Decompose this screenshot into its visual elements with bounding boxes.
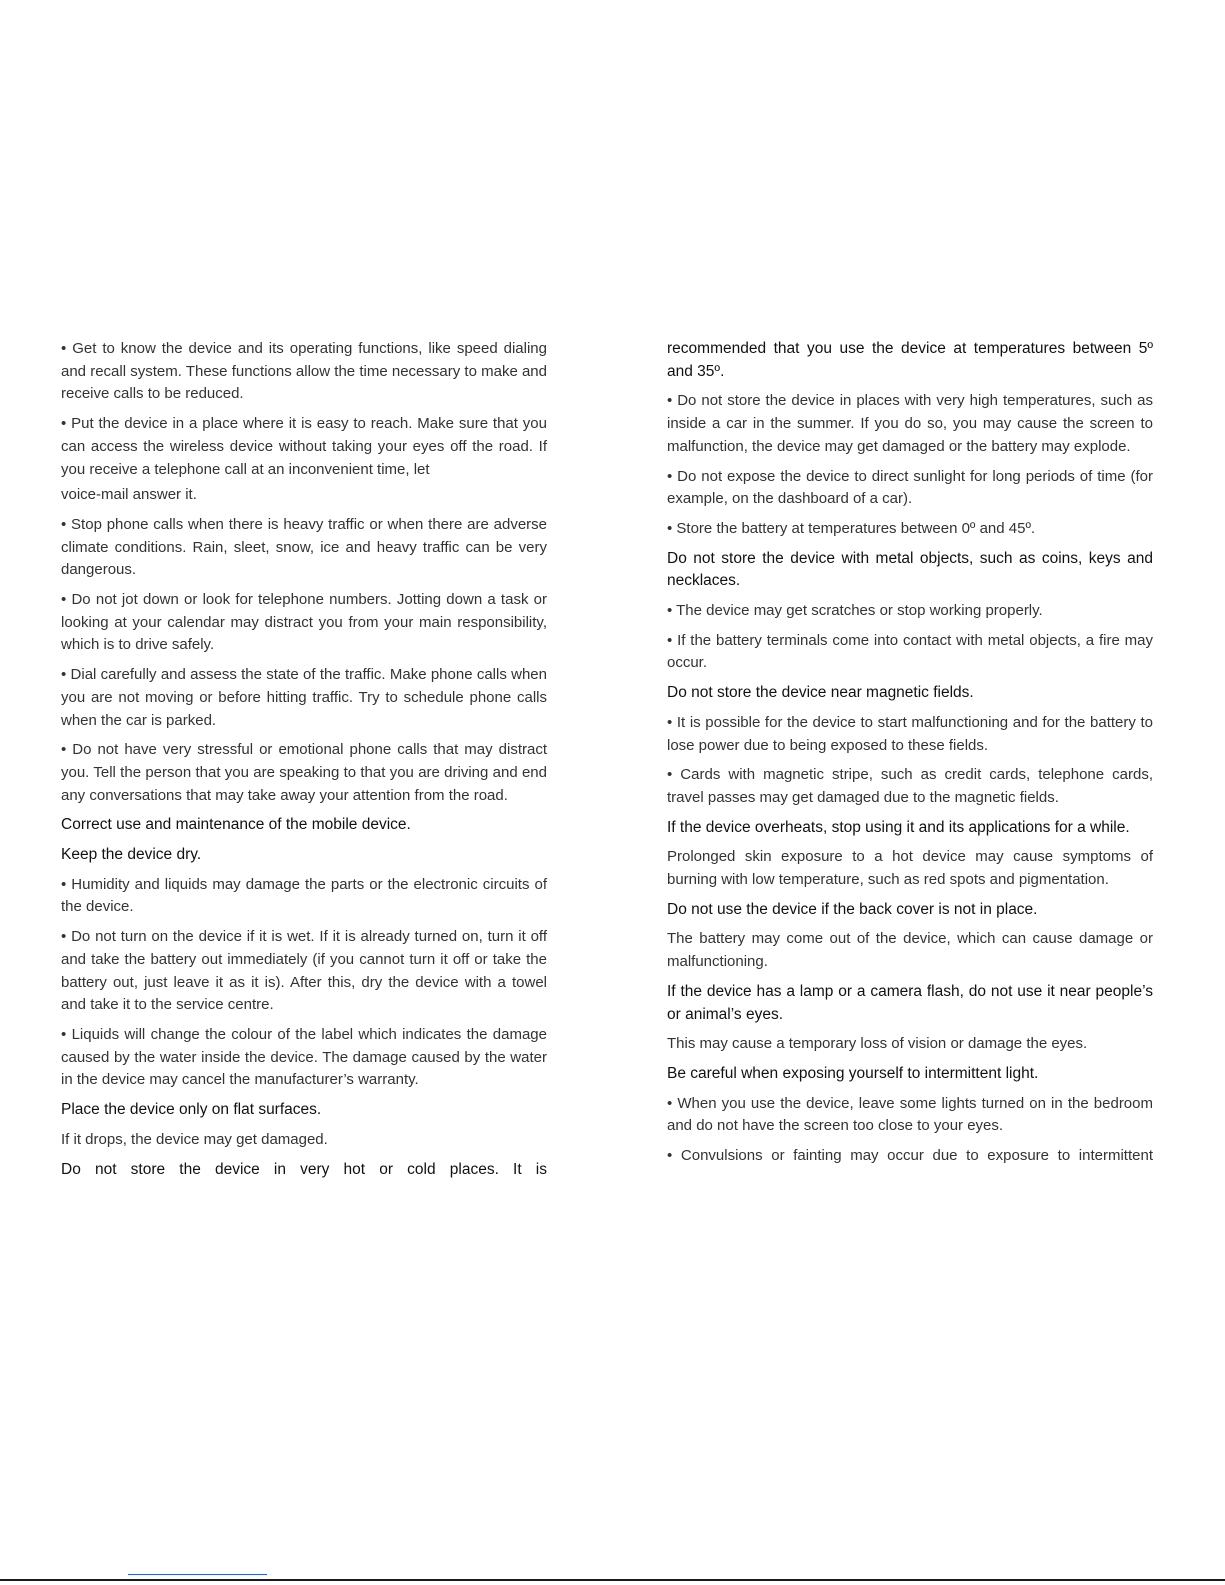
paragraph-jot-down: • Do not jot down or look for telephone numbers. Jotting down a task or looking at your calendar may distract you from your main responsibility, which is to drive safely. — [61, 591, 547, 654]
heading-overheats: If the device overheats, stop using it and its applications for a while. — [667, 818, 1130, 836]
paragraph-battery-temperature: • Store the battery at temperatures between 0º and 45º. — [667, 519, 1036, 537]
paragraph-magnetic-cards: • Cards with magnetic stripe, such as credit cards, telephone cards, travel passes may get damaged due to the magnetic fields. — [667, 766, 1153, 806]
heading-temperatures: recommended that you use the device at temperatures between 5º and 35º. — [667, 340, 1153, 380]
paragraph-lights-bedroom: • When you use the device, leave some lights turned on in the bedroom and do not have the screen too close to your eyes. — [667, 1094, 1153, 1135]
paragraph-humidity: • Humidity and liquids may damage the parts or the electronic circuits of the device. — [61, 875, 547, 916]
paragraph-high-temperatures: • Do not store the device in places with very high temperatures, such as inside a car in the summer. If you do so, you may cause the screen to malfunction, the device may get damaged or the battery may explode. — [667, 392, 1153, 455]
heading-magnetic-fields: Do not store the device near magnetic fields. — [667, 684, 974, 702]
paragraph-drops: If it drops, the device may get damaged. — [61, 1130, 328, 1148]
link-underline — [128, 1574, 267, 1575]
paragraph-sunlight: • Do not expose the device to direct sunlight for long periods of time (for example, on the dashboard of a car). — [667, 467, 1153, 508]
heading-back-cover: Do not use the device if the back cover is not in place. — [667, 900, 1038, 918]
paragraph-scratches: • The device may get scratches or stop working properly. — [667, 602, 1043, 620]
heading-hot-cold: Do not store the device in very hot or cold places. It is — [61, 1160, 547, 1178]
paragraph-know-functions: • Get to know the device and its operating functions, like speed dialing and recall system. These functions allow the time necessary to make and receive calls to be reduced. — [61, 340, 547, 403]
paragraph-dial-carefully: • Dial carefully and assess the state of the traffic. Make phone calls when you are not moving or before hitting traffic. Try to schedule phone calls when the car is parked. — [61, 666, 547, 729]
heading-intermittent-light: Be careful when exposing yourself to intermittent light. — [667, 1064, 1039, 1082]
heading-correct-use: Correct use and maintenance of the mobile device. — [61, 816, 411, 834]
heading-camera-flash: If the device has a lamp or a camera flash, do not use it near people’s or animal’s eyes. — [667, 982, 1153, 1023]
left-column — [61, 338, 547, 1188]
heading-keep-dry: Keep the device dry. — [61, 846, 202, 864]
paragraph-skin-exposure: Prolonged skin exposure to a hot device may cause symptoms of burning with low temperature, such as red spots and pigmentation. — [667, 848, 1153, 889]
paragraph-stressful-calls: • Do not have very stressful or emotional phone calls that may distract you. Tell the person that you are speaking to that you are driving and end any conversations that may take away your attention from the road. — [61, 741, 547, 804]
paragraph-liquids-label: • Liquids will change the colour of the label which indicates the damage caused by the water inside the device. The damage caused by the water in the device may cancel the manufacturer’s warranty. — [61, 1025, 547, 1089]
paragraph-stop-calls: • Stop phone calls when there is heavy traffic or when there are adverse climate conditions. Rain, sleet, snow, ice and heavy traffic can be very dangerous. — [61, 515, 547, 579]
paragraph-voicemail: voice-mail answer it. — [61, 486, 197, 504]
right-column — [667, 338, 1153, 1175]
paragraph-loss-of-vision: This may cause a temporary loss of vision or damage the eyes. — [667, 1035, 1088, 1053]
paragraph-fire: • If the battery terminals come into contact with metal objects, a fire may occur. — [667, 631, 1153, 672]
paragraph-wet-device: • Do not turn on the device if it is wet. If it is already turned on, turn it off and take the battery out immediately (if you cannot turn it off or take the battery out, just leave it as it is). After this, dry the device with a towel and take it to the service centre. — [61, 928, 547, 1014]
paragraph-place-device: • Put the device in a place where it is easy to reach. Make sure that you can access the wireless device without taking your eyes off the road. If you receive a telephone call at an inconvenient time, let — [61, 415, 547, 478]
paragraph-convulsions: • Convulsions or fainting may occur due to exposure to intermittent — [667, 1147, 1153, 1165]
heading-metal-objects: Do not store the device with metal objects, such as coins, keys and necklaces. — [667, 549, 1153, 590]
paragraph-battery-out: The battery may come out of the device, which can cause damage or malfunctioning. — [667, 930, 1153, 971]
bottom-rule — [0, 1579, 1225, 1581]
paragraph-malfunctioning: • It is possible for the device to start malfunctioning and for the battery to lose power due to being exposed to these fields. — [667, 713, 1153, 754]
heading-flat-surfaces: Place the device only on flat surfaces. — [61, 1101, 322, 1119]
